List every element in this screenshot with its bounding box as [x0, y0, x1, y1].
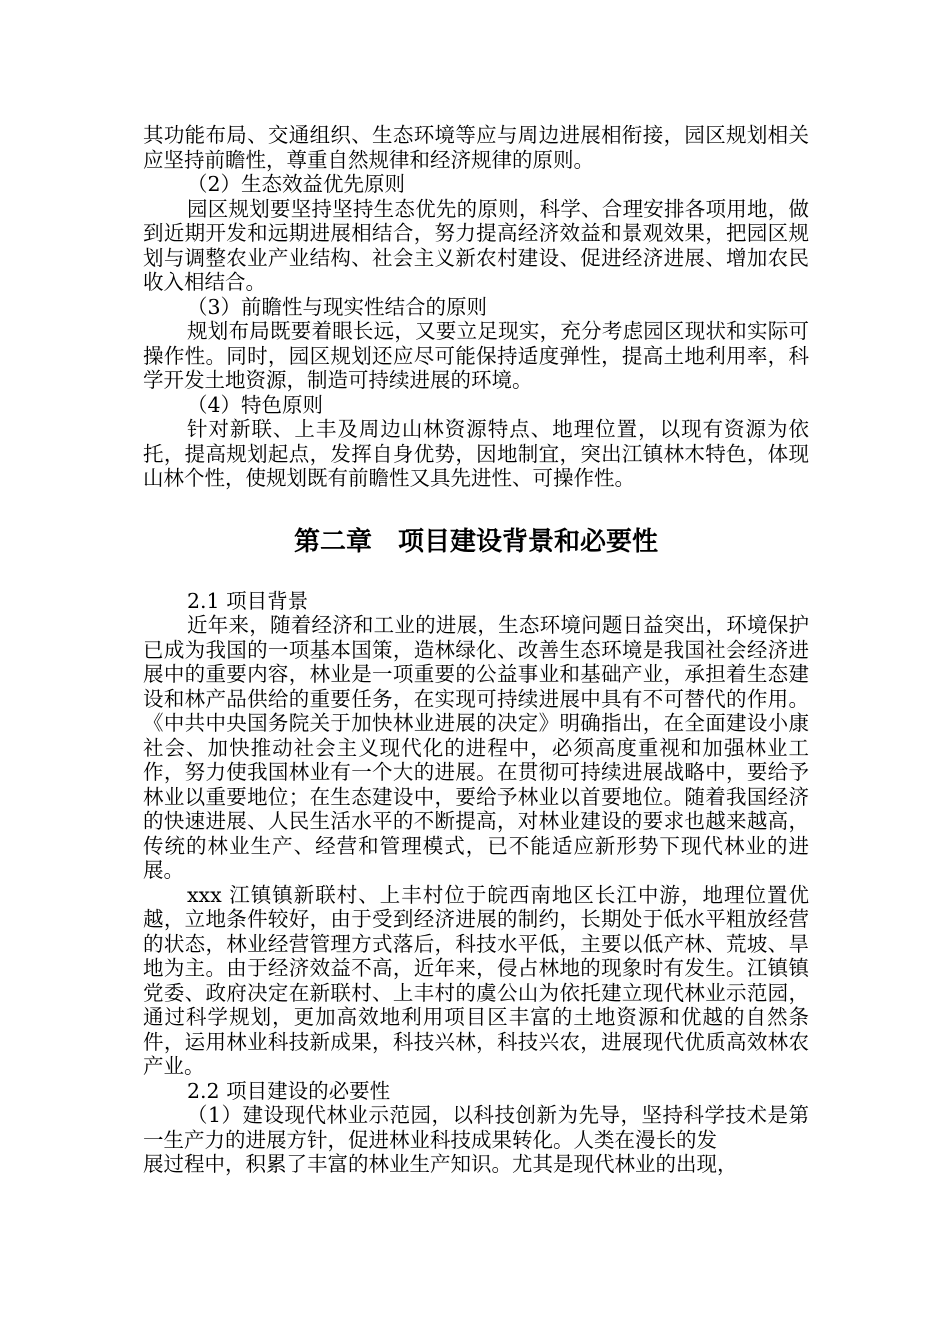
- chapter-title: 第二章 项目建设背景和必要性: [293, 526, 658, 557]
- principle-4-heading: （4）特色原则: [187, 392, 324, 417]
- principle-4-text: 针对新联、上丰及周边山林资源特点、地理位置，以现有资源为依托，提高规划起点，发挥自身优势，因地制宜，突出江镇林木特色，体现山林个性，使规划既有前瞻性又具先进性、可操作性。: [143, 417, 809, 490]
- paragraph-layout-intro: 其功能布局、交通组织、生态环境等应与周边进展相衔接，园区规划相关应坚持前瞻性，尊重自然规律和经济规律的原则。: [143, 123, 809, 172]
- principle-3-heading: （3）前瞻性与现实性结合的原则: [187, 294, 488, 319]
- section-2-1-paragraph-2: xxx 江镇镇新联村、上丰村位于皖西南地区长江中游，地理位置优越，立地条件较好，由于受到经济进展的制约，长期处于低水平粗放经营的状态，林业经营管理方式落后，科技水平低，主要以低产林、荒坡、旱地为主。由于经济效益不高，近年来，侵占林地的现象时有发生。江镇镇党委、政府决定在新联村、上丰村的虞公山为依托建立现代林业示范园，通过科学规划，更加高效地利用项目区丰富的土地资源和优越的自然条件，运用林业科技新成果，科技兴林，科技兴农，进展现代优质高效林农产业。: [143, 882, 809, 1078]
- section-2-1-title: 2.1 项目背景: [187, 588, 309, 613]
- principle-2-heading: （2）生态效益优先原则: [187, 172, 406, 196]
- document-page: [143, 123, 809, 1177]
- section-2-2-paragraph-1: （1）建设现代林业示范园，以科技创新为先导，坚持科学技术是第一生产力的进展方针，促进林业科技成果转化。人类在漫长的发: [143, 1103, 809, 1152]
- principle-3-text: 规划布局既要着眼长远，又要立足现实，充分考虑园区现状和实际可操作性。同时，园区规划还应尽可能保持适度弹性，提高土地利用率，科学开发土地资源，制造可持续进展的环境。: [143, 319, 809, 392]
- section-2-1-paragraph-1: 近年来，随着经济和工业的进展，生态环境问题日益突出，环境保护已成为我国的一项基本国策，造林绿化、改善生态环境是我国社会经济进展中的重要内容，林业是一项重要的公益事业和基础产业，承担着生态建设和林产品供给的重要任务，在实现可持续进展中具有不可替代的作用。《中共中央国务院关于加快林业进展的决定》明确指出，在全面建设小康社会、加快推动社会主义现代化的进程中，必须高度重视和加强林业工作，努力使我国林业有一个大的进展。在贯彻可持续进展战略中，要给予林业以重要地位；在生态建设中，要给予林业以首要地位。随着我国经济的快速进展、人民生活水平的不断提高，对林业建设的要求也越来越高，传统的林业生产、经营和管理模式，已不能适应新形势下现代林业的进展。: [143, 613, 809, 882]
- principle-2-text: 园区规划要坚持坚持生态优先的原则，科学、合理安排各项用地，做到近期开发和远期进展相结合，努力提高经济效益和景观效果，把园区规划与调整农业产业结构、社会主义新农村建设、促进经济进展、增加农民收入相结合。: [143, 196, 809, 294]
- section-2-2-paragraph-2: 展过程中，积累了丰富的林业生产知识。尤其是现代林业的出现，: [143, 1152, 738, 1176]
- section-2-2-title: 2.2 项目建设的必要性: [187, 1078, 391, 1103]
